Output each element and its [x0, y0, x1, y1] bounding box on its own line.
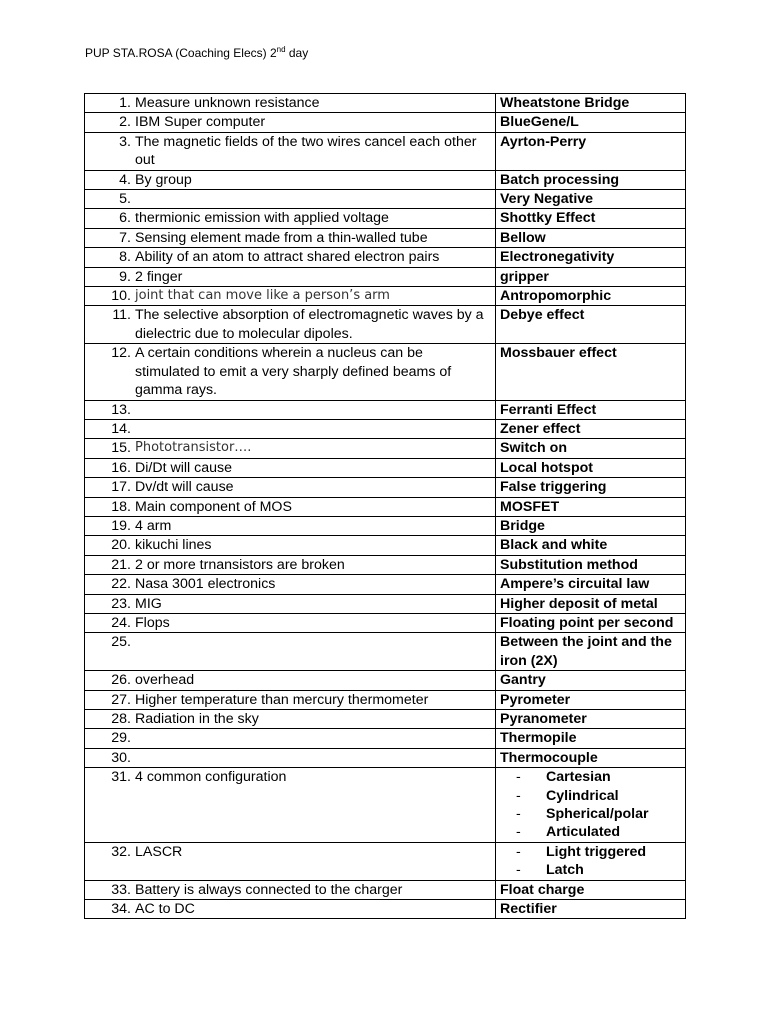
- table-row: [85, 228, 686, 247]
- answer-text: Higher deposit of metal: [500, 595, 658, 612]
- table-row: [85, 842, 686, 880]
- question-number: 2.: [119, 114, 131, 131]
- question-cell: [85, 710, 496, 729]
- question-cell: [85, 768, 496, 843]
- answer-text: BlueGene/L: [500, 114, 579, 131]
- question-cell: [85, 594, 496, 613]
- answer-text: Pyrometer: [500, 691, 571, 708]
- answer-cell: [496, 613, 686, 632]
- question-text: 2 finger: [135, 268, 183, 285]
- answer-cell: [496, 267, 686, 286]
- question-cell: [85, 190, 496, 209]
- answer-text: gripper: [500, 268, 549, 285]
- table-row: [85, 458, 686, 477]
- question-text: Radiation in the sky: [135, 711, 259, 727]
- bullet-dash: -: [516, 787, 521, 804]
- answer-cell: [496, 690, 686, 709]
- question-text: By group: [135, 171, 192, 188]
- question-number: 13.: [111, 401, 131, 418]
- answer-text: Debye effect: [500, 307, 585, 324]
- question-number: 10.: [111, 288, 131, 305]
- question-cell: [85, 613, 496, 632]
- question-text: IBM Super computer: [135, 114, 266, 131]
- question-number: 29.: [111, 730, 131, 747]
- question-number: 17.: [111, 479, 131, 496]
- header-title-superscript: nd: [276, 45, 286, 54]
- question-text: 2 or more trnansistors are broken: [135, 556, 345, 573]
- answer-list-text: Articulated: [546, 824, 621, 841]
- question-text: [135, 729, 491, 747]
- question-cell: [85, 344, 496, 400]
- answer-cell: [496, 170, 686, 189]
- question-wrap: [89, 113, 491, 131]
- question-number: 27.: [111, 691, 131, 708]
- answer-text: Very Negative: [500, 191, 594, 208]
- table-row: [85, 209, 686, 228]
- table-row: [85, 516, 686, 535]
- question-cell: [85, 555, 496, 574]
- question-cell: [85, 113, 496, 132]
- question-wrap: [89, 420, 491, 438]
- question-wrap: [89, 439, 491, 457]
- question-cell: [85, 228, 496, 247]
- question-wrap: [89, 691, 491, 709]
- question-text: The selective absorption of electromagnetic waves by a dielectric due to molecular dipoles.: [135, 307, 484, 342]
- question-wrap: [89, 536, 491, 554]
- answer-list-item: [516, 861, 681, 879]
- answer-text: Antropomorphic: [500, 288, 612, 305]
- table-row: [85, 400, 686, 419]
- question-cell: [85, 209, 496, 228]
- table-row: [85, 478, 686, 497]
- question-cell: [85, 516, 496, 535]
- question-cell: [85, 248, 496, 267]
- question-text: Measure unknown resistance: [135, 95, 320, 111]
- table-row: [85, 306, 686, 344]
- table-row: [85, 344, 686, 400]
- question-wrap: [89, 614, 491, 632]
- answer-text: Thermocouple: [500, 749, 598, 766]
- question-number: 5.: [119, 191, 131, 208]
- question-wrap: [89, 843, 491, 861]
- answer-list-item: [516, 768, 681, 786]
- answer-cell: [496, 710, 686, 729]
- bullet-dash: -: [516, 843, 521, 860]
- question-wrap: [89, 459, 491, 477]
- question-text: Dv/dt will cause: [135, 479, 234, 496]
- question-text: 4 arm: [135, 517, 172, 534]
- answer-text: False triggering: [500, 479, 607, 496]
- question-text: A certain conditions wherein a nucleus can be stimulated to emit a very sharply defined beams of gamma rays.: [135, 345, 452, 399]
- question-text: [135, 749, 491, 767]
- bullet-dash: -: [516, 862, 521, 879]
- question-wrap: [89, 94, 491, 112]
- question-wrap: [89, 287, 491, 305]
- question-number: 16.: [111, 459, 131, 476]
- question-cell: [85, 94, 496, 113]
- question-wrap: [89, 209, 491, 227]
- answer-text: Thermopile: [500, 730, 577, 747]
- answer-text: Black and white: [500, 537, 608, 554]
- question-number: 1.: [119, 95, 131, 111]
- table-row: [85, 113, 686, 132]
- table-row: [85, 748, 686, 767]
- question-cell: [85, 748, 496, 767]
- answer-text: Electronegativity: [500, 249, 615, 266]
- answer-cell: [496, 671, 686, 690]
- question-cell: [85, 419, 496, 438]
- table-row: [85, 248, 686, 267]
- answer-cell: [496, 900, 686, 919]
- answer-text: Float charge: [500, 881, 585, 898]
- question-number: 22.: [111, 576, 131, 593]
- question-cell: [85, 842, 496, 880]
- table-row: [85, 439, 686, 458]
- bullet-dash: -: [516, 824, 521, 841]
- answer-list: [500, 768, 681, 842]
- answer-text: Between the joint and the iron (2X): [500, 634, 672, 669]
- answer-cell: [496, 516, 686, 535]
- question-cell: [85, 439, 496, 458]
- answer-cell: [496, 287, 686, 306]
- question-number: 4.: [119, 171, 131, 188]
- question-cell: [85, 170, 496, 189]
- question-number: 21.: [111, 556, 131, 573]
- question-cell: [85, 267, 496, 286]
- answer-cell: [496, 729, 686, 748]
- question-text: Di/Dt will cause: [135, 459, 232, 476]
- answer-list-item: [516, 843, 681, 861]
- answer-text: Batch processing: [500, 171, 620, 188]
- question-cell: [85, 729, 496, 748]
- answer-cell: [496, 536, 686, 555]
- question-text: Sensing element made from a thin-walled tube: [135, 229, 428, 246]
- question-cell: [85, 400, 496, 419]
- table-row: [85, 768, 686, 843]
- question-wrap: [89, 517, 491, 535]
- question-number: 18.: [111, 498, 131, 515]
- question-number: 7.: [119, 229, 131, 246]
- question-text: [135, 420, 491, 438]
- table-row: [85, 555, 686, 574]
- question-number: 12.: [111, 345, 131, 362]
- answer-cell: [496, 228, 686, 247]
- table-row: [85, 132, 686, 170]
- bullet-dash: -: [516, 806, 521, 823]
- answer-text: Wheatstone Bridge: [500, 95, 630, 111]
- answer-text: Shottky Effect: [500, 210, 596, 227]
- question-answer-table: [84, 93, 686, 919]
- question-number: 20.: [111, 537, 131, 554]
- table-row: [85, 633, 686, 671]
- answer-text: Ferranti Effect: [500, 401, 597, 418]
- question-text: Main component of MOS: [135, 498, 292, 515]
- answer-list-text: Cylindrical: [546, 787, 619, 804]
- question-cell: [85, 690, 496, 709]
- table-row: [85, 287, 686, 306]
- answer-text: Ampere’s circuital law: [500, 576, 650, 593]
- table-row: [85, 710, 686, 729]
- answer-text: Substitution method: [500, 556, 638, 573]
- bullet-dash: -: [516, 769, 521, 786]
- question-number: 3.: [119, 133, 131, 150]
- question-number: 19.: [111, 517, 131, 534]
- table-row: [85, 536, 686, 555]
- question-number: 9.: [119, 268, 131, 285]
- answer-text: Local hotspot: [500, 459, 594, 476]
- question-wrap: [89, 671, 491, 689]
- answer-cell: [496, 575, 686, 594]
- question-cell: [85, 287, 496, 306]
- table-row: [85, 170, 686, 189]
- question-cell: [85, 497, 496, 516]
- answer-cell: [496, 113, 686, 132]
- answer-cell: [496, 344, 686, 400]
- answer-cell: [496, 306, 686, 344]
- answer-cell: [496, 439, 686, 458]
- answer-cell: [496, 880, 686, 899]
- table-row: [85, 880, 686, 899]
- table-row: [85, 690, 686, 709]
- question-number: 24.: [111, 614, 131, 631]
- answer-cell: [496, 132, 686, 170]
- answer-cell: [496, 594, 686, 613]
- question-text: LASCR: [135, 843, 183, 860]
- answer-list-item: [516, 805, 681, 823]
- question-wrap: [89, 556, 491, 574]
- question-wrap: [89, 881, 491, 899]
- question-number: 32.: [111, 843, 131, 860]
- answer-cell: [496, 555, 686, 574]
- question-wrap: [89, 268, 491, 286]
- answer-list-item: [516, 823, 681, 841]
- question-cell: [85, 306, 496, 344]
- answer-text: Bellow: [500, 229, 546, 246]
- question-number: 23.: [111, 595, 131, 612]
- answer-list-text: Cartesian: [546, 769, 611, 786]
- question-wrap: [89, 401, 491, 419]
- question-wrap: [89, 190, 491, 208]
- answer-list: [500, 843, 681, 880]
- question-cell: [85, 536, 496, 555]
- question-text: [135, 190, 491, 208]
- table-row: [85, 729, 686, 748]
- answer-cell: [496, 94, 686, 113]
- question-wrap: [89, 133, 491, 170]
- question-text: Phototransistor….: [135, 440, 252, 456]
- question-wrap: [89, 768, 491, 786]
- question-number: 6.: [119, 210, 131, 227]
- table-row: [85, 594, 686, 613]
- answer-text: Mossbauer effect: [500, 345, 617, 362]
- table-body: [85, 94, 686, 919]
- question-wrap: [89, 344, 491, 399]
- table-row: [85, 497, 686, 516]
- question-text: [135, 401, 491, 419]
- answer-text: Ayrton-Perry: [500, 133, 587, 150]
- question-wrap: [89, 595, 491, 613]
- question-text: AC to DC: [135, 901, 195, 918]
- answer-text: Zener effect: [500, 420, 581, 437]
- answer-cell: [496, 458, 686, 477]
- header-title: PUP STA.ROSA (Coaching Elecs) 2: [85, 46, 277, 60]
- answer-cell: [496, 478, 686, 497]
- question-wrap: [89, 729, 491, 747]
- question-wrap: [89, 498, 491, 516]
- answer-text: Rectifier: [500, 901, 557, 918]
- answer-cell: [496, 400, 686, 419]
- question-number: 34.: [111, 901, 131, 918]
- question-number: 33.: [111, 881, 131, 898]
- question-cell: [85, 671, 496, 690]
- table-row: [85, 190, 686, 209]
- answer-text: Switch on: [500, 440, 567, 457]
- question-wrap: [89, 306, 491, 343]
- answer-text: Bridge: [500, 517, 545, 534]
- header-title-suffix: day: [285, 46, 309, 60]
- question-number: 14.: [111, 420, 131, 437]
- table-row: [85, 94, 686, 113]
- question-wrap: [89, 229, 491, 247]
- answer-list-text: Light triggered: [546, 843, 647, 860]
- answer-cell: [496, 748, 686, 767]
- question-number: 15.: [111, 440, 131, 457]
- answer-cell: [496, 842, 686, 880]
- question-number: 31.: [111, 769, 131, 786]
- question-text: The magnetic fields of the two wires cancel each other out: [135, 133, 477, 169]
- question-cell: [85, 900, 496, 919]
- question-number: 28.: [111, 711, 131, 727]
- question-text: Higher temperature than mercury thermometer: [135, 691, 429, 708]
- question-wrap: [89, 633, 491, 651]
- question-cell: [85, 880, 496, 899]
- question-text: Ability of an atom to attract shared electron pairs: [135, 249, 440, 266]
- question-cell: [85, 478, 496, 497]
- question-cell: [85, 575, 496, 594]
- question-text: kikuchi lines: [135, 537, 212, 554]
- question-wrap: [89, 478, 491, 496]
- question-text: Nasa 3001 electronics: [135, 576, 276, 593]
- question-number: 11.: [112, 307, 131, 324]
- table-row: [85, 900, 686, 919]
- question-text: overhead: [135, 672, 195, 689]
- page-header: [85, 46, 308, 60]
- question-wrap: [89, 575, 491, 593]
- table-row: [85, 419, 686, 438]
- question-text: [135, 633, 491, 651]
- answer-cell: [496, 497, 686, 516]
- question-wrap: [89, 749, 491, 767]
- question-text: 4 common configuration: [135, 769, 287, 786]
- answer-cell: [496, 248, 686, 267]
- question-cell: [85, 132, 496, 170]
- answer-list-text: Spherical/polar: [546, 806, 649, 823]
- answer-cell: [496, 209, 686, 228]
- answer-cell: [496, 633, 686, 671]
- question-text: joint that can move like a person’s arm: [135, 288, 390, 304]
- table-row: [85, 575, 686, 594]
- question-text: thermionic emission with applied voltage: [135, 210, 389, 227]
- question-number: 25.: [111, 634, 131, 651]
- question-text: Flops: [135, 614, 170, 631]
- answer-list-text: Latch: [546, 862, 584, 879]
- answer-cell: [496, 190, 686, 209]
- question-text: MIG: [135, 595, 162, 612]
- question-cell: [85, 458, 496, 477]
- answer-text: Gantry: [500, 672, 546, 689]
- table-row: [85, 671, 686, 690]
- answer-text: Pyranometer: [500, 711, 587, 727]
- question-number: 8.: [119, 249, 131, 266]
- question-wrap: [89, 171, 491, 189]
- question-wrap: [89, 710, 491, 728]
- answer-text: MOSFET: [500, 498, 560, 515]
- answer-text: Floating point per second: [500, 614, 674, 631]
- question-wrap: [89, 248, 491, 266]
- answer-cell: [496, 419, 686, 438]
- table-row: [85, 267, 686, 286]
- question-number: 26.: [111, 672, 131, 689]
- question-number: 30.: [111, 749, 131, 766]
- answer-cell: [496, 768, 686, 843]
- question-text: Battery is always connected to the charger: [135, 881, 403, 898]
- answer-list-item: [516, 787, 681, 805]
- question-cell: [85, 633, 496, 671]
- table-row: [85, 613, 686, 632]
- question-wrap: [89, 900, 491, 918]
